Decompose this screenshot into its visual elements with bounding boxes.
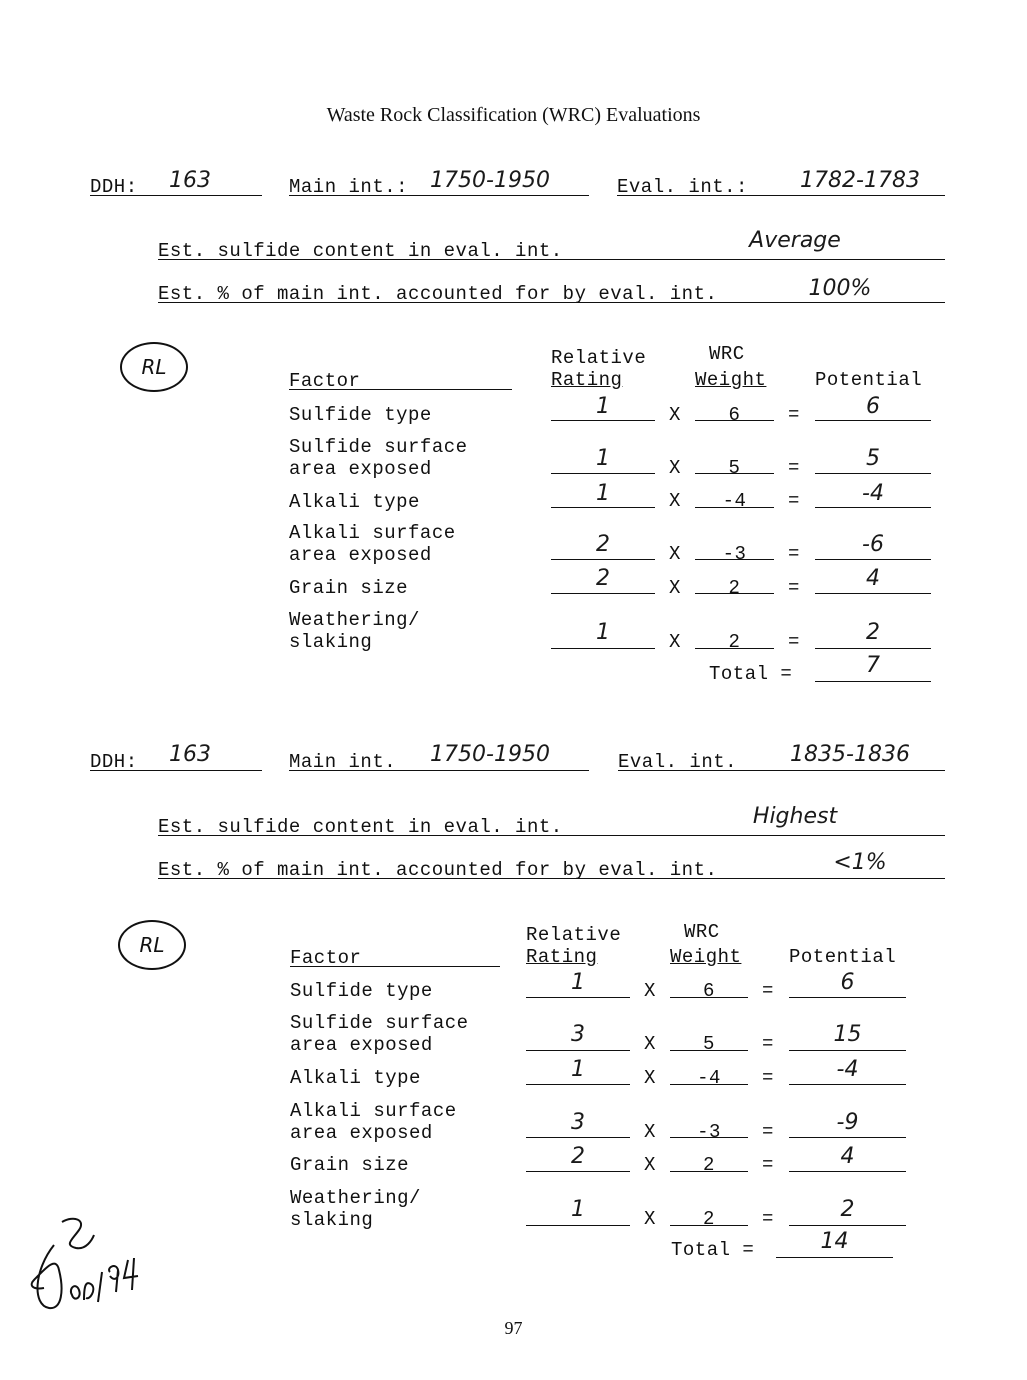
equals-sign: = xyxy=(788,457,800,479)
potential-underline xyxy=(815,593,931,594)
multiply-sign: X xyxy=(644,1121,656,1143)
potential-underline xyxy=(789,997,906,998)
weight-value: 5 xyxy=(728,457,741,479)
potential-value: 4 xyxy=(866,566,880,591)
factor-label: Grain size xyxy=(290,1154,410,1176)
potential-underline xyxy=(815,559,931,560)
factor-label-line2: slaking xyxy=(289,631,373,653)
weight-value: -3 xyxy=(722,543,747,565)
header-weight: Weight xyxy=(670,946,742,968)
header-relative: Relative xyxy=(551,347,647,369)
total-label: Total = xyxy=(709,663,793,685)
eval-int-underline xyxy=(617,195,945,196)
factor-label: Alkali type xyxy=(289,491,420,513)
factor-label: Alkali surface xyxy=(289,522,456,544)
rating-value: 1 xyxy=(596,481,610,506)
potential-value: 6 xyxy=(840,970,855,995)
rating-underline xyxy=(526,1084,630,1085)
potential-underline xyxy=(815,648,931,649)
weight-value: -4 xyxy=(697,1067,721,1089)
equals-sign: = xyxy=(762,1121,774,1143)
sulfide-content-label: Est. sulfide content in eval. int. xyxy=(158,240,563,262)
sulfide-content-underline xyxy=(158,835,945,836)
total-value: 14 xyxy=(820,1229,849,1254)
rating-underline xyxy=(551,507,655,508)
header-relative: Relative xyxy=(526,924,622,946)
factor-label-line2: area exposed xyxy=(290,1122,433,1144)
total-label: Total = xyxy=(671,1239,755,1261)
multiply-sign: X xyxy=(669,404,681,426)
potential-underline xyxy=(815,507,931,508)
potential-value: -4 xyxy=(862,481,884,506)
main-int-value: 1750-1950 xyxy=(430,742,550,767)
equals-sign: = xyxy=(762,1154,774,1176)
potential-value: -4 xyxy=(836,1057,859,1082)
potential-underline xyxy=(815,420,931,421)
reviewer-initials-stamp xyxy=(118,920,186,970)
potential-underline xyxy=(789,1225,906,1226)
sulfide-content-value: Average xyxy=(749,228,841,253)
total-underline xyxy=(815,681,931,682)
sulfide-content-label: Est. sulfide content in eval. int. xyxy=(158,816,563,838)
weight-value: 2 xyxy=(728,631,741,653)
factor-label: Weathering/ xyxy=(290,1187,421,1209)
multiply-sign: X xyxy=(669,631,681,653)
multiply-sign: X xyxy=(644,1067,656,1089)
header-potential: Potential xyxy=(815,369,923,391)
factor-label: Alkali type xyxy=(290,1067,421,1089)
handwritten-signature-mark xyxy=(24,1210,154,1320)
ddh-value: 163 xyxy=(169,742,211,767)
weight-value: 2 xyxy=(728,577,741,599)
sulfide-content-value: Highest xyxy=(752,804,838,829)
pct-accounted-value: <1% xyxy=(833,850,887,875)
rating-underline xyxy=(551,420,655,421)
rating-value: 1 xyxy=(596,394,610,419)
header-rating: Rating xyxy=(526,946,598,968)
header-rating: Rating xyxy=(551,369,623,391)
pct-accounted-label: Est. % of main int. accounted for by eval. int. xyxy=(158,859,718,881)
factor-label-line2: area exposed xyxy=(289,544,432,566)
multiply-sign: X xyxy=(644,1154,656,1176)
reviewer-initials: RL xyxy=(139,933,165,957)
reviewer-initials: RL xyxy=(141,355,167,379)
header-factor: Factor xyxy=(289,370,361,392)
factor-label-line2: area exposed xyxy=(290,1034,433,1056)
weight-value: 6 xyxy=(703,980,715,1002)
main-int-underline xyxy=(289,195,589,196)
multiply-sign: X xyxy=(669,490,681,512)
equals-sign: = xyxy=(762,980,774,1002)
factor-label: Sulfide surface xyxy=(289,436,468,458)
potential-value: -9 xyxy=(836,1110,859,1135)
factor-label-line2: area exposed xyxy=(289,458,432,480)
equals-sign: = xyxy=(788,631,800,653)
multiply-sign: X xyxy=(644,980,656,1002)
multiply-sign: X xyxy=(669,457,681,479)
rating-value: 1 xyxy=(596,620,610,645)
rating-value: 2 xyxy=(571,1144,585,1169)
total-underline xyxy=(776,1257,893,1258)
potential-value: 5 xyxy=(866,446,880,471)
header-factor-underline xyxy=(289,389,512,390)
factor-label: Weathering/ xyxy=(289,609,420,631)
equals-sign: = xyxy=(788,543,800,565)
main-int-underline xyxy=(289,770,589,771)
weight-value: -4 xyxy=(722,490,747,512)
total-value: 7 xyxy=(866,653,880,678)
ddh-underline xyxy=(90,195,262,196)
factor-label-line2: slaking xyxy=(290,1209,374,1231)
ddh-underline xyxy=(90,770,262,771)
main-int-value: 1750-1950 xyxy=(430,168,550,193)
rating-underline xyxy=(526,1050,630,1051)
eval-int-label: Eval. int.: xyxy=(617,176,748,198)
header-wrc: WRC xyxy=(709,343,745,365)
pct-accounted-label: Est. % of main int. accounted for by eval. int. xyxy=(158,283,718,305)
multiply-sign: X xyxy=(644,1208,656,1230)
eval-int-underline xyxy=(618,770,945,771)
header-wrc: WRC xyxy=(684,921,720,943)
rating-underline xyxy=(526,997,630,998)
header-factor: Factor xyxy=(290,947,362,969)
sulfide-content-underline xyxy=(158,259,945,260)
header-weight: Weight xyxy=(695,369,767,391)
weight-value: 2 xyxy=(703,1154,715,1176)
factor-label: Grain size xyxy=(289,577,409,599)
potential-value: 6 xyxy=(866,394,880,419)
rating-value: 1 xyxy=(571,970,585,995)
ddh-label: DDH: xyxy=(90,751,138,773)
rating-value: 1 xyxy=(596,446,610,471)
potential-value: 15 xyxy=(833,1022,862,1047)
equals-sign: = xyxy=(762,1208,774,1230)
reviewer-initials-stamp xyxy=(120,342,188,392)
potential-value: 2 xyxy=(866,620,880,645)
main-int-label: Main int.: xyxy=(289,176,409,198)
eval-int-label: Eval. int. xyxy=(618,751,738,773)
rating-underline xyxy=(526,1225,630,1226)
potential-underline xyxy=(789,1171,906,1172)
factor-label: Sulfide surface xyxy=(290,1012,469,1034)
equals-sign: = xyxy=(762,1067,774,1089)
rating-underline xyxy=(526,1137,630,1138)
weight-value: -3 xyxy=(697,1121,721,1143)
potential-underline xyxy=(789,1084,906,1085)
pct-accounted-underline xyxy=(158,302,945,303)
rating-value: 3 xyxy=(571,1110,585,1135)
rating-value: 1 xyxy=(571,1057,585,1082)
factor-label: Sulfide type xyxy=(290,980,433,1002)
pct-accounted-underline xyxy=(158,878,945,879)
weight-value: 5 xyxy=(703,1033,715,1055)
factor-label: Sulfide type xyxy=(289,404,432,426)
rating-value: 2 xyxy=(596,532,610,557)
potential-value: -6 xyxy=(862,532,884,557)
equals-sign: = xyxy=(788,577,800,599)
potential-underline xyxy=(815,473,931,474)
rating-underline xyxy=(551,473,655,474)
rating-underline xyxy=(551,648,655,649)
weight-value: 2 xyxy=(703,1208,715,1230)
factor-label: Alkali surface xyxy=(290,1100,457,1122)
pct-accounted-value: 100% xyxy=(808,276,872,301)
main-int-label: Main int. xyxy=(289,751,397,773)
ddh-label: DDH: xyxy=(90,176,138,198)
header-factor-underline xyxy=(290,966,500,967)
ddh-value: 163 xyxy=(169,168,211,193)
rating-underline xyxy=(551,593,655,594)
header-potential: Potential xyxy=(789,946,897,968)
page-number: 97 xyxy=(504,1318,523,1338)
rating-underline xyxy=(551,559,655,560)
rating-value: 1 xyxy=(571,1197,585,1222)
potential-value: 4 xyxy=(840,1144,855,1169)
potential-underline xyxy=(789,1137,906,1138)
equals-sign: = xyxy=(788,490,800,512)
multiply-sign: X xyxy=(669,543,681,565)
equals-sign: = xyxy=(788,404,800,426)
potential-value: 2 xyxy=(840,1197,855,1222)
multiply-sign: X xyxy=(669,577,681,599)
eval-int-value: 1782-1783 xyxy=(800,168,920,193)
rating-value: 3 xyxy=(571,1022,585,1047)
multiply-sign: X xyxy=(644,1033,656,1055)
potential-underline xyxy=(789,1050,906,1051)
equals-sign: = xyxy=(762,1033,774,1055)
rating-value: 2 xyxy=(596,566,610,591)
page-title: Waste Rock Classification (WRC) Evaluations xyxy=(326,104,701,126)
eval-int-value: 1835-1836 xyxy=(790,742,910,767)
rating-underline xyxy=(526,1171,630,1172)
weight-value: 6 xyxy=(728,404,741,426)
